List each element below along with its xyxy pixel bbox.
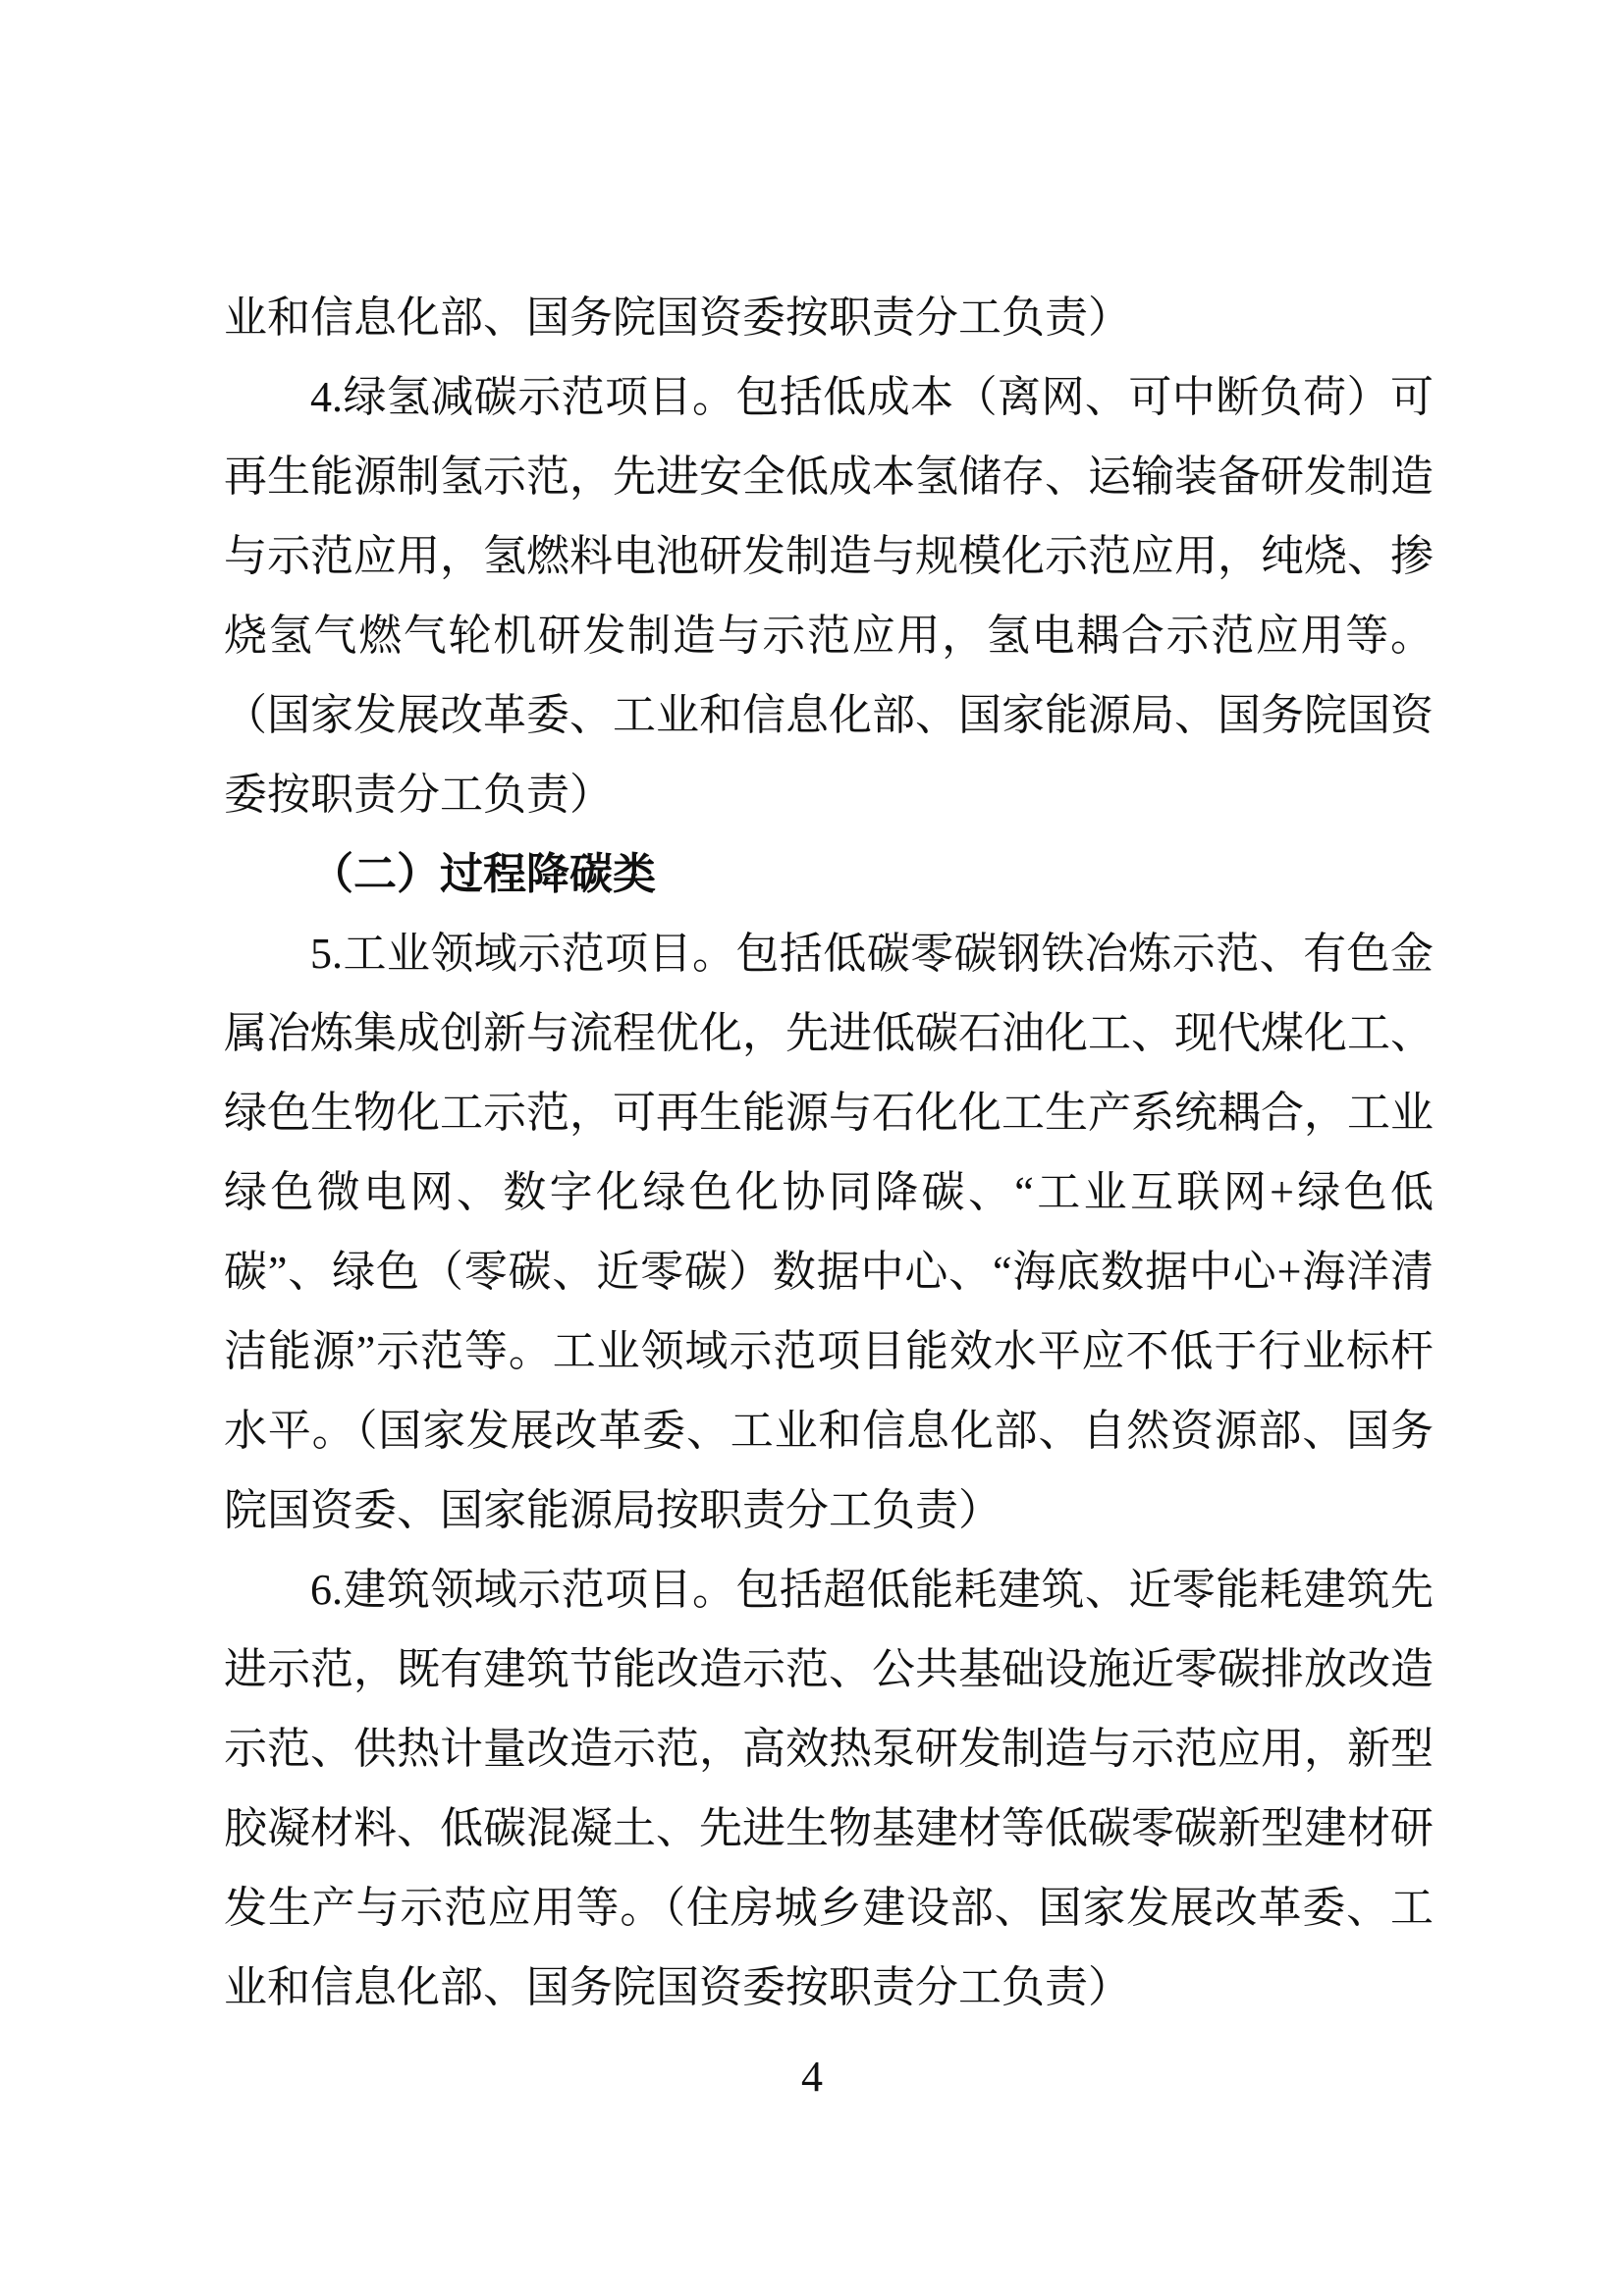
paragraph-item-5-industrial-projects: 5.工业领域示范项目。包括低碳零碳钢铁冶炼示范、有色金属冶炼集成创新与流程优化，先进低碳石油化工、现代煤化工、绿色生物化工示范，可再生能源与石化化工生产系统耦合，工业绿色微电网、数字化绿色化协同降碳、“工业互联网+绿色低碳”、绿色（零碳、近零碳）数据中心、“海底数据中心+海洋清洁能源”示范等。工业领域示范项目能效水平应不低于行业标杆水平。（国家发展改革委、工业和信息化部、自然资源部、国务院国资委、国家能源局按职责分工负责） — [224, 930, 1434, 1534]
paragraph-item-4-green-hydrogen: 4.绿氢减碳示范项目。包括低成本（离网、可中断负荷）可再生能源制氢示范，先进安全低成本氢储存、运输装备研发制造与示范应用，氢燃料电池研发制造与规模化示范应用，纯烧、掺烧氢气燃气轮机研发制造与示范应用，氢电耦合示范应用等。（国家发展改革委、工业和信息化部、国家能源局、国务院国资委按职责分工负责） — [224, 373, 1434, 819]
page-number: 4 — [801, 2053, 823, 2101]
document-content — [224, 278, 1434, 2027]
paragraph-item-6-building-projects: 6.建筑领域示范项目。包括超低能耗建筑、近零能耗建筑先进示范，既有建筑节能改造示范、公共基础设施近零碳排放改造示范、供热计量改造示范，高效热泵研发制造与示范应用，新型胶凝材料、低碳混凝土、先进生物基建材等低碳零碳新型建材研发生产与示范应用等。（住房城乡建设部、国家发展改革委、工业和信息化部、国务院国资委按职责分工负责） — [224, 1566, 1434, 2011]
paragraph-continuation: 业和信息化部、国务院国资委按职责分工负责） — [224, 294, 1131, 342]
section-heading-process-decarbonization: （二）过程降碳类 — [310, 850, 656, 898]
